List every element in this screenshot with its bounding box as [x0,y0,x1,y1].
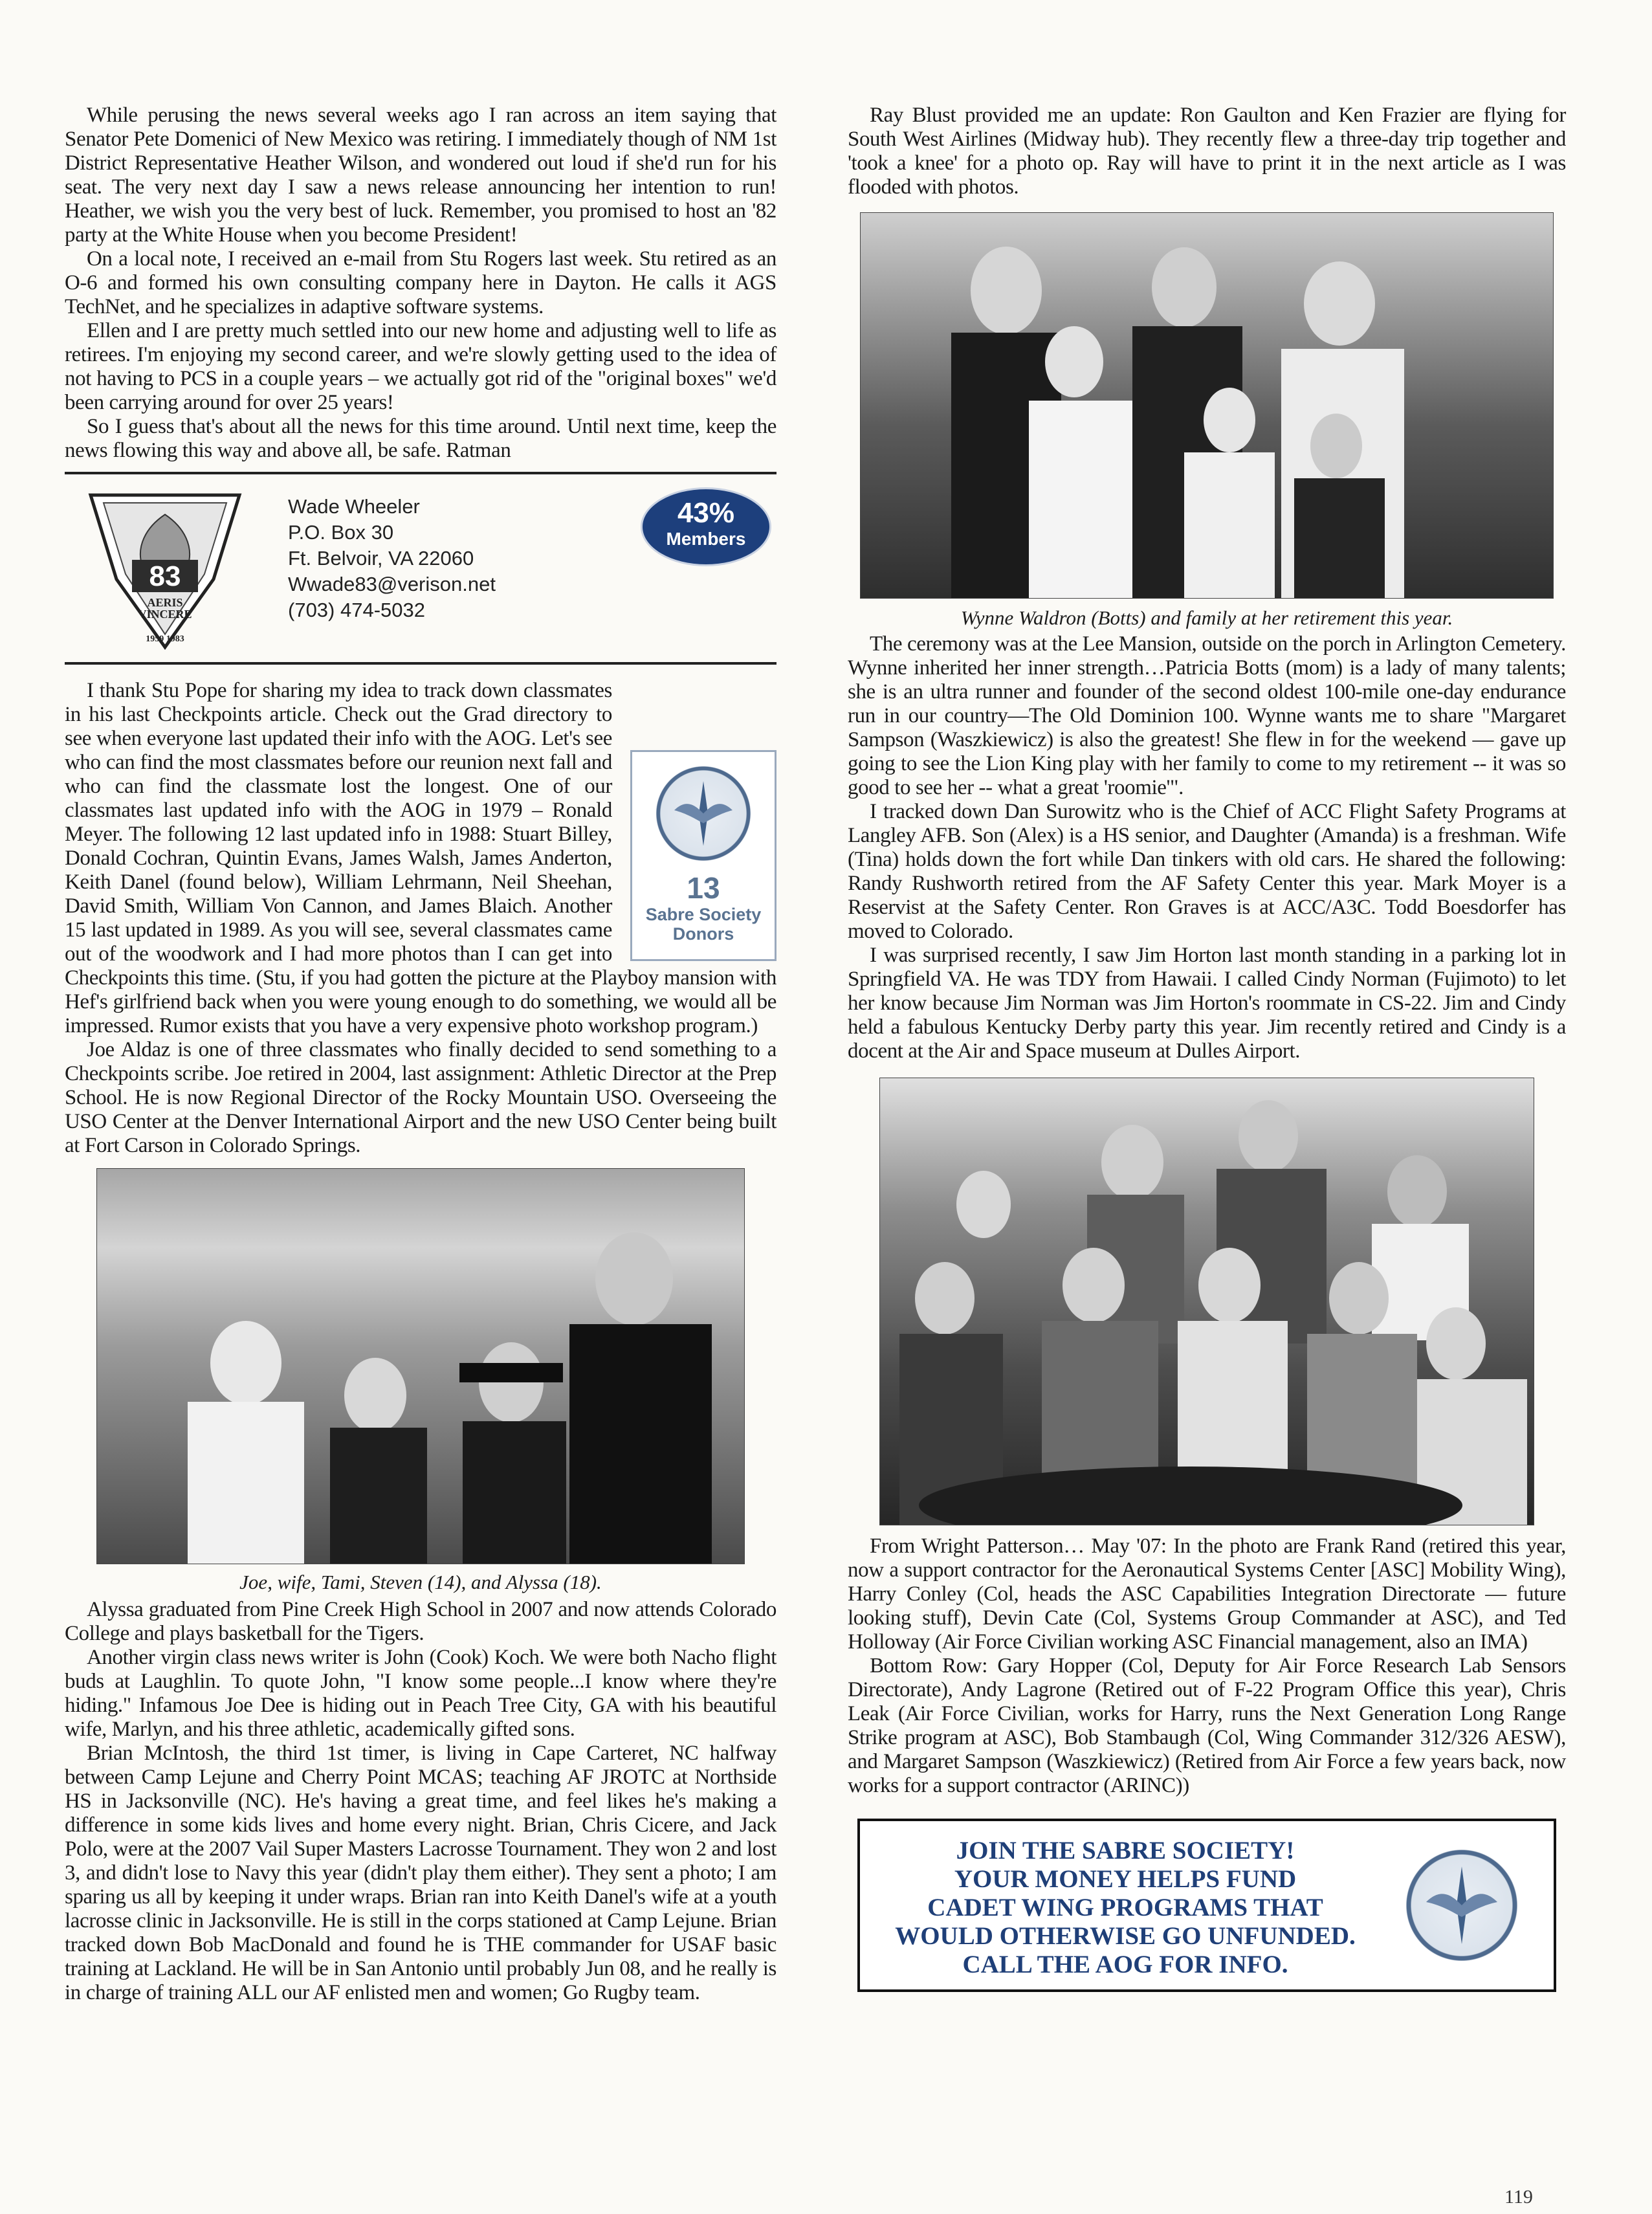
sabre-society-seal [1397,1841,1526,1970]
sabre-society-ad [857,1819,1556,1992]
contact-name: Wade Wheeler [288,495,420,518]
paragraph: While perusing the news several weeks ago I ran across an item saying that Senator Pete Domenici of New Mexico was retiring. I immediately though of NM 1st District Representative Heather Wilson, and wondered out loud if she'd run for his seat. The very next day I saw a news release announcing her intention to run! Heather, we wish you the very best of luck. Remember, you promised to host an '82 party at the White House when you become President! [65,104,776,247]
paragraph: I thank Stu Pope for sharing my idea to track down classmates in his last Checkpoints article. Check out the Grad directory to see when everyone last updated their info with the AOG. Let's see who can find the most classmates before our reunion next fall and who can find the classmate lost the longest. One of our classmates last updated info with the AOG in 1979 – Ronald Meyer. The following 12 last updated info in 1988: Stuart Billey, Donald Cochran, Quintin Evans, James Walsh, James Anderton, Keith Danel (found below), William Lehrmann, Neil Sheehan, David Smith, William Von Cannon, and James Blaich. Another 15 last updated in 1989. As you will see, several classmates came out of the woodwork and I had more photos than I can get into Checkpoints this time. (Stu, if you had gotten the picture at the Playboy mansion with Hef's girlfriend back when you were young enough to do something, we would all be impressed. Rumor exists that you have a very expensive photo workshop program.) [65,679,776,1037]
contact-phone: (703) 474-5032 [288,599,425,621]
paragraph: Another virgin class news writer is John (Cook) Koch. We were both Nacho flight buds at Laughlin. To quote John, "I know some people...I know where they're hiding." Infamous Joe Dee is hiding out in Peach Tree City, GA with his beautiful wife, Marlyn, and his three athletic, academically gifted sons. [65,1646,776,1741]
ad-text [879,1837,1371,1979]
paragraph: Bottom Row: Gary Hopper (Col, Deputy for Air Force Research Lab Sensors Directorate), Andy Lagrone (Retired out of F-22 Program Office this year), Chris Leak (Air Force Civilian, works for Harry, runs the Next Generation Long Range Strike program at ASC), Bob Stambaugh (Col, Wing Commander 312/326 AESW), and Margaret Sampson (Waszkiewicz) (Retired from Air Force a few years back, now works for a support contractor (ARINC)) [848,1654,1566,1797]
left-column [65,104,776,2005]
contact-city: Ft. Belvoir, VA 22060 [288,547,474,570]
photo-waldron-family [860,212,1554,599]
photo-caption: Joe, wife, Tami, Steven (14), and Alyssa (18). [239,1571,602,1593]
donor-count: 13 [687,871,720,905]
photo-wright-patterson-group [879,1078,1534,1525]
page-number: 119 [1504,2186,1533,2208]
ad-line: CALL THE AOG FOR INFO. [962,1951,1288,1978]
right-column [848,104,1566,1992]
paragraph: On a local note, I received an e-mail from Stu Rogers last week. Stu retired as an O-6 and formed his own consulting company here in Dayton. He calls it AGS TechNet, and he specializes in adaptive software systems. [65,247,776,318]
paragraph: Brian McIntosh, the third 1st timer, is living in Cape Carteret, NC halfway between Camp Lejune and Cherry Point MCAS; teaching AF JROTC at Northside HS in Jacksonville (NC). He's having a great time, and feel likes he's making a difference in some kids lives and home every night. Brian, Chris Cicere, and Jack Polo, were at the 2007 Vail Super Masters Lacrosse Tournament. They won 2 and lost 3, and didn't lose to Navy this year (didn't play them either). They sent a photo; I am sparing us all by keeping it under wraps. Brian ran into Keith Danel's wife at a youth lacrosse clinic in Jacksonville. He is still in the corps stationed at Camp Lejune. Brian tracked down Bob MacDonald and found he is THE commander for USAF basic training at Lackland. He will be in San Antonio until probably Jun 08, and he really is in charge of training ALL our AF enlisted men and women; Go Rugby team. [65,1742,776,2004]
paragraph: The ceremony was at the Lee Mansion, outside on the porch in Arlington Cemetery. Wynne inherited her inner strength…Patricia Botts (mom) is a lady of many talents; she is an ultra runner and founder of the second oldest 100-mile one-day endurance run in our country—The Old Dominion 100. Wynne wants me to share "Margaret Sampson (Waszkiewicz) is also the greatest! She flew in for the weekend — gave up going to see the Lion King play with her family to come to my retirement -- it was so good to see her -- what a great 'roomie'". [848,632,1566,799]
paragraph: So I guess that's about all the news for this time around. Until next time, keep the news flowing this way and above all, be safe. Ratman [65,415,776,462]
paragraph: Ray Blust provided me an update: Ron Gaulton and Ken Frazier are flying for South West Airlines (Midway hub). They recently flew a three-day trip together and 'took a knee' for a photo op. Ray will have to print it in the next article as I was flooded with photos. [848,104,1566,199]
contact-box: P.O. Box 30 [288,521,394,544]
divider [65,662,776,665]
contact-address [288,494,496,623]
ad-line: WOULD OTHERWISE GO UNFUNDED. [895,1922,1356,1950]
sabre-society-seal [648,758,758,869]
crest-years: 1959 1983 [146,634,184,644]
paragraph: Joe Aldaz is one of three classmates who finally decided to send something to a Checkpoints scribe. Joe retired in 2004, last assignment: Athletic Director at the Prep School. He is now Regional Director of the Rocky Mountain USO. Overseeing the USO Center at the Denver International Airport and the new USO Center being built at Fort Carson in Colorado Springs. [65,1038,776,1157]
ad-line: JOIN THE SABRE SOCIETY! [956,1837,1295,1865]
class-crest [84,489,246,650]
sabre-society-donors-box [630,750,776,961]
members-badge [641,487,771,566]
ad-line: YOUR MONEY HELPS FUND [954,1865,1297,1893]
crest-motto-1: AERIS [147,596,183,609]
crest-motto-2: VINCERE [138,608,192,621]
crest-number: 83 [149,560,181,592]
photo-aldaz-family [96,1168,745,1564]
paragraph: I was surprised recently, I saw Jim Horton last month standing in a parking lot in Springfield VA. He was TDY from Hawaii. I called Cindy Norman (Fujimoto) to let her know because Jim Norman was Jim Horton's roommate in CS-22. Jim and Cindy held a fabulous Kentucky Derby party this year. Jim recently retired and Cindy is a docent at the Air and Space museum at Dulles Airport. [848,944,1566,1063]
ad-line: CADET WING PROGRAMS THAT [927,1894,1323,1921]
paragraph: Ellen and I are pretty much settled into our new home and adjusting well to life as retirees. I'm enjoying my second career, and we're slowly getting used to the idea of not having to PCS in a couple years – we actually got rid of the "original boxes" we'd been carrying around for over 25 years! [65,319,776,414]
donor-label-1: Sabre Society [645,905,762,924]
scribe-contact-block [65,474,776,662]
paragraph: Alyssa graduated from Pine Creek High School in 2007 and now attends Colorado College and plays basketball for the Tigers. [65,1598,776,1645]
photo-caption: Wynne Waldron (Botts) and family at her retirement this year. [960,606,1453,629]
donor-label-2: Donors [672,924,734,944]
members-percent: 43% [677,497,735,529]
paragraph: I tracked down Dan Surowitz who is the Chief of ACC Flight Safety Programs at Langley AFB. Son (Alex) is a HS senior, and Daughter (Amanda) is a freshman. Wife (Tina) holds down the fort while Dan tinkers with old cars. He shared the following: Randy Rushworth retired from the AF Safety Center this year. Mark Moyer is a Reservist at the Safety Center. Ron Graves is at ACC/A3C. Todd Boesdorfer has moved to Colorado. [848,800,1566,943]
members-label: Members [666,529,746,549]
paragraph: From Wright Patterson… May '07: In the photo are Frank Rand (retired this year, now a support contractor for the Aeronautical Systems Center [ASC] Mobility Wing), Harry Conley (Col, heads the ASC Capabilities Integration Directorate — future looking stuff), Devin Cate (Col, Systems Group Commander at ASC), and Ted Holloway (Air Force Civilian working ASC Financial management, also an IMA) [848,1534,1566,1654]
contact-email[interactable]: Wwade83@verison.net [288,573,496,595]
